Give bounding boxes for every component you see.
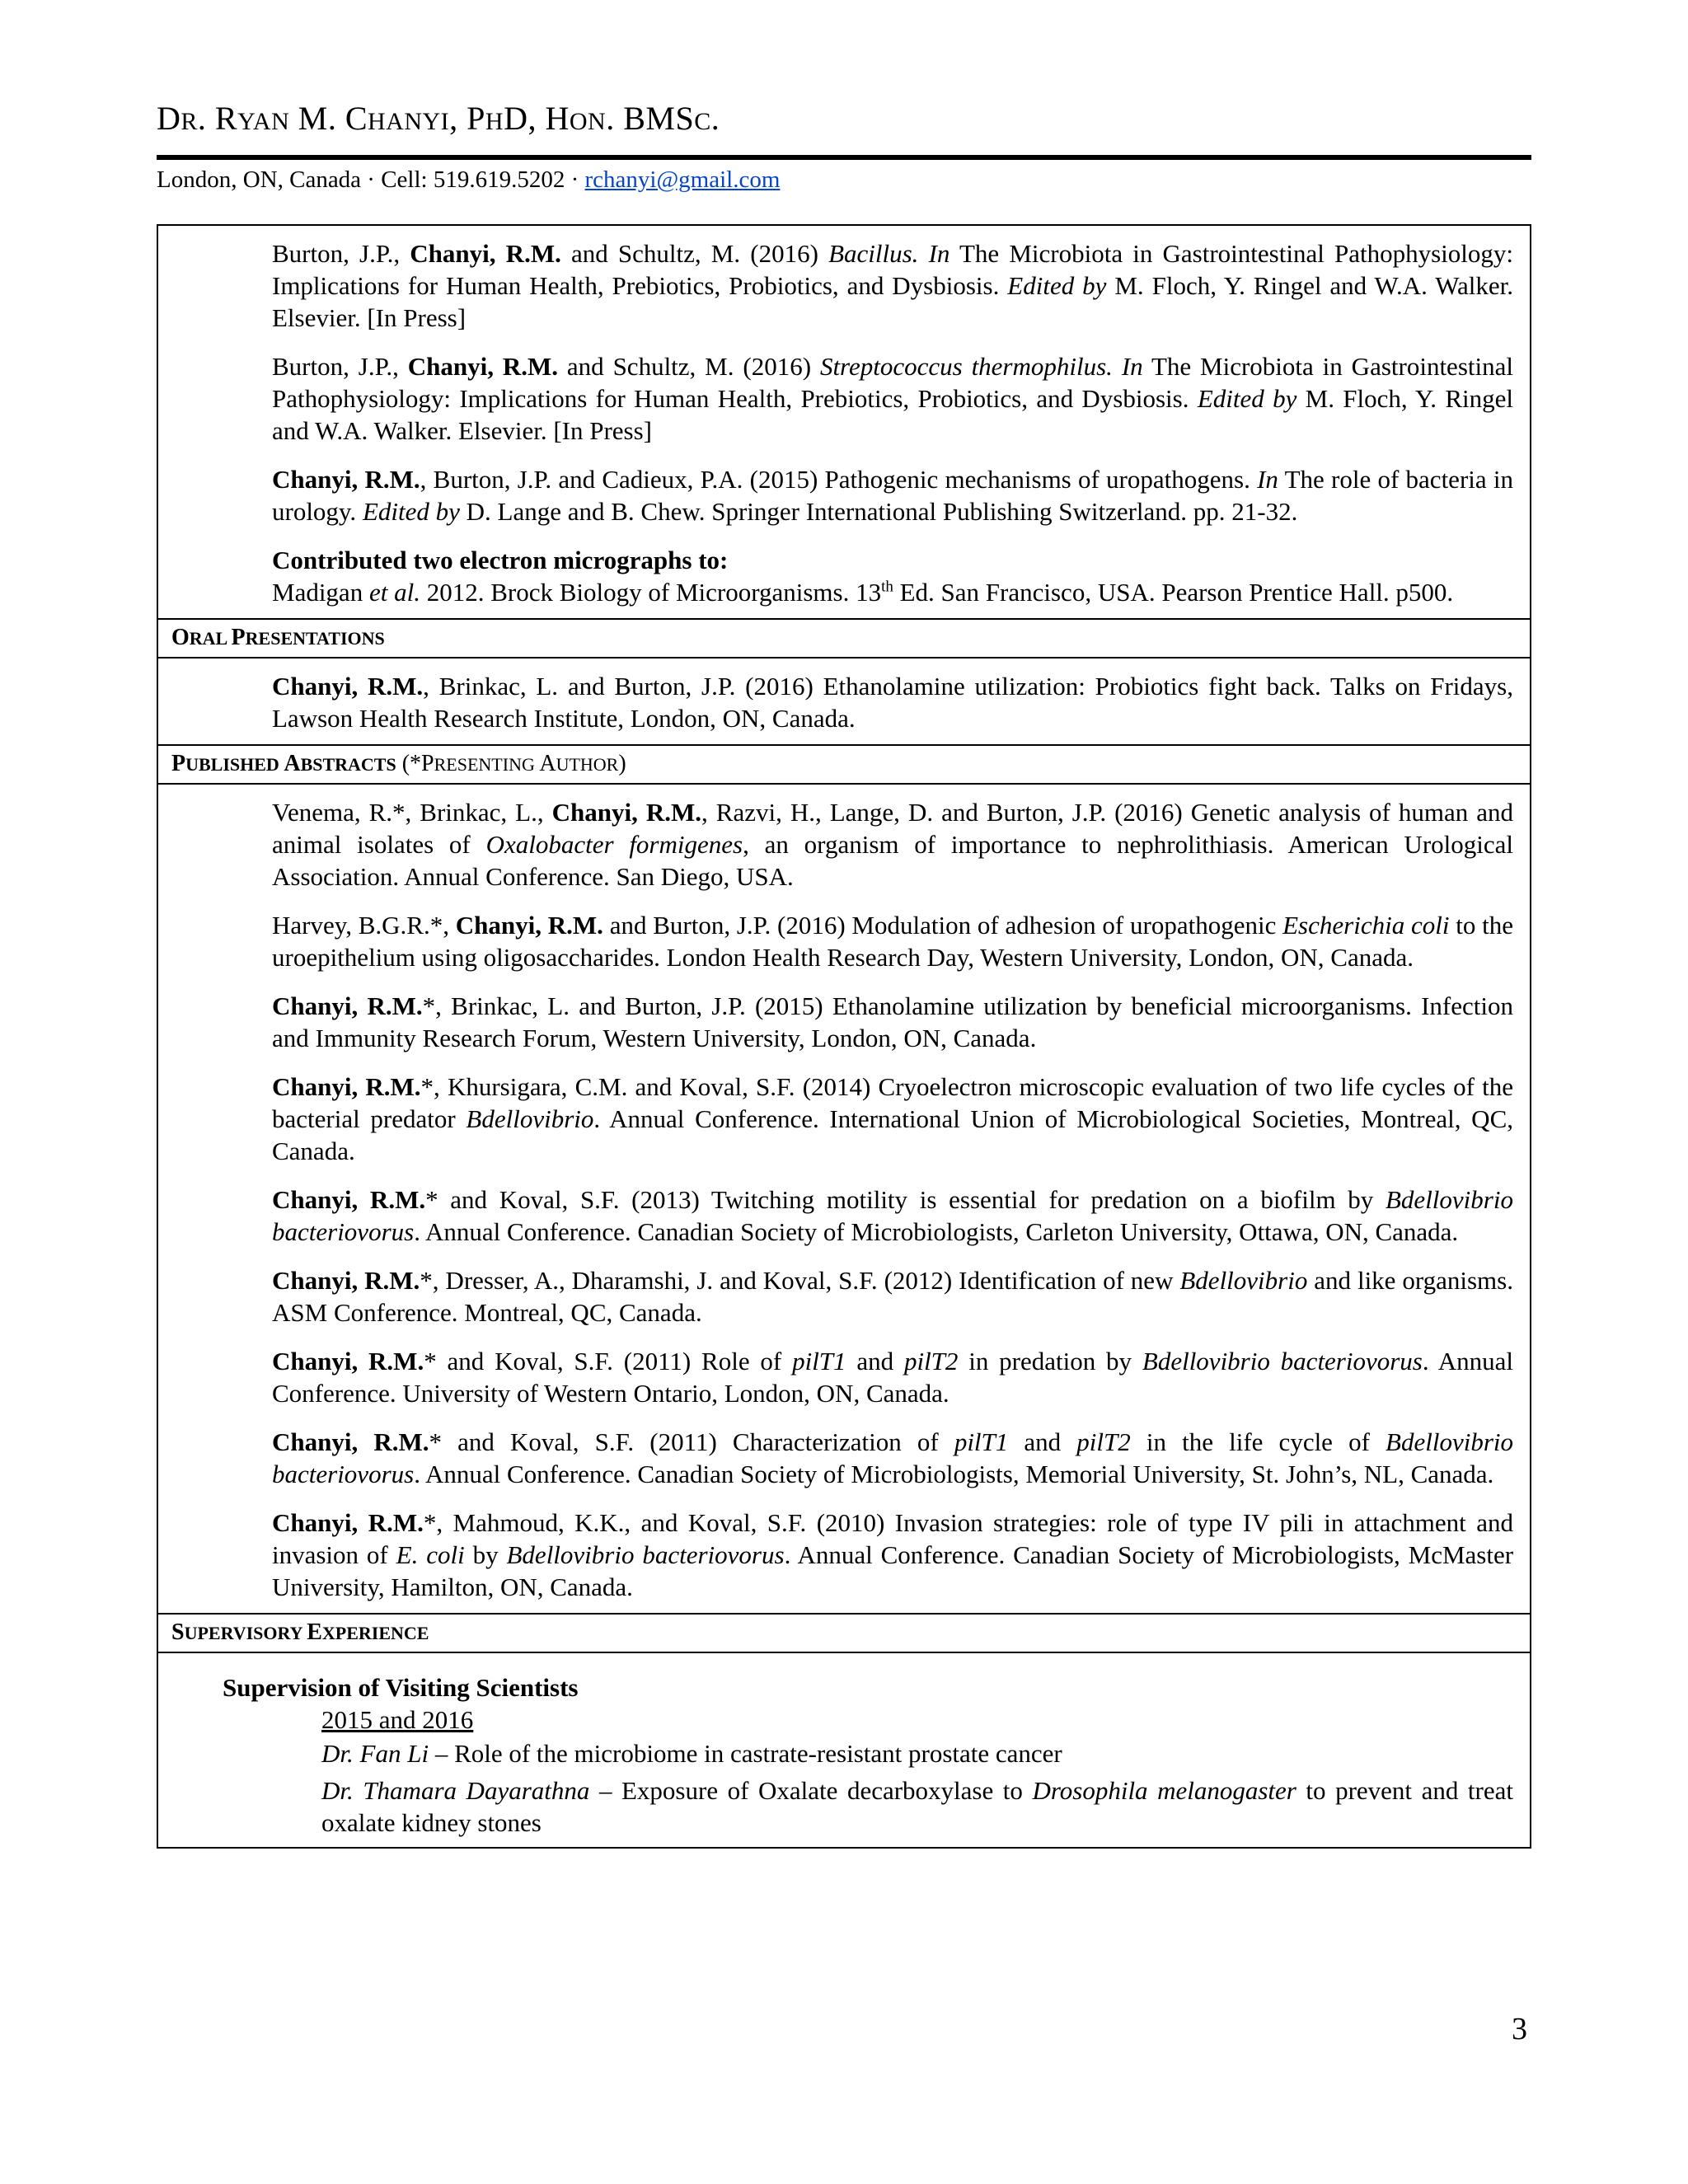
abstract-entry: Chanyi, R.M.*, Brinkac, L. and Burton, J.P. (2015) Ethanolamine utilization by beneficial microorganisms. Infection and Immunity Research Forum, Western University, London, ON, Canada.	[272, 991, 1513, 1052]
abstract-entry: Chanyi, R.M.* and Koval, S.F. (2011) Role of pilT1 and pilT2 in predation by Bdellovibrio bacteriovorus. Annual Conference. University of Western Ontario, London, ON, Canada.	[272, 1347, 1513, 1408]
header-rule	[157, 155, 1531, 160]
supervision-year: 2015 and 2016	[321, 1705, 474, 1734]
abstract-entry: Harvey, B.G.R.*, Chanyi, R.M. and Burton, J.P. (2016) Modulation of adhesion of uropathogenic Escherichia coli to the uroepithelium using oligosaccharides. London Health Research Day, Western University, London, ON, Canada.	[272, 911, 1513, 972]
contributed-citation: Madigan et al. 2012. Brock Biology of Microorganisms. 13th Ed. San Francisco, USA. Pearson Prentice Hall. p500.	[272, 578, 1454, 607]
publication-entry: Chanyi, R.M., Burton, J.P. and Cadieux, P.A. (2015) Pathogenic mechanisms of uropathogens. In The role of bacteria in urology. Edited by D. Lange and B. Chew. Springer International Publishing Switzerland. pp. 21-32.	[272, 465, 1513, 526]
abstracts-list	[158, 785, 1530, 1613]
section-heading-published-abstracts: PUBLISHED ABSTRACTS (*PRESENTING AUTHOR)	[158, 744, 1530, 783]
abstract-entry: Chanyi, R.M.* and Koval, S.F. (2011) Characterization of pilT1 and pilT2 in the life cycle of Bdellovibrio bacteriovorus. Annual Conference. Canadian Society of Microbiologists, Memorial University, St. John’s, NL, Canada.	[272, 1427, 1514, 1488]
supervision-item: Dr. Thamara Dayarathna – Exposure of Oxalate decarboxylase to Drosophila melanogaster to prevent and treat oxalate kidney stones	[321, 1776, 1513, 1837]
contact-line	[157, 166, 780, 194]
publication-entry: Burton, J.P., Chanyi, R.M. and Schultz, M. (2016) Bacillus. In The Microbiota in Gastrointestinal Pathophysiology: Implications for Human Health, Prebiotics, Probiotics, and Dysbiosis. Edited by M. Floch, Y. Ringel and W.A. Walker. Elsevier. [In Press]	[272, 239, 1514, 332]
contributed-heading: Contributed two electron micrographs to:	[272, 546, 729, 574]
contact-details: London, ON, Canada · Cell: 519.619.5202 ·	[157, 166, 585, 193]
supervisory-experience-cell	[158, 1652, 1530, 1847]
contributed-entry	[272, 544, 1513, 608]
abstract-entry: Chanyi, R.M.* and Koval, S.F. (2013) Twitching motility is essential for predation on a biofilm by Bdellovibrio bacteriovorus. Annual Conference. Canadian Society of Microbiologists, Carleton University, Ottawa, ON, Canada.	[272, 1185, 1513, 1246]
abstract-entry: Venema, R.*, Brinkac, L., Chanyi, R.M., Razvi, H., Lange, D. and Burton, J.P. (2016) Genetic analysis of human and animal isolates of Oxalobacter formigenes, an organism of importance to nephrolithiasis. American Urological Association. Annual Conference. San Diego, USA.	[272, 798, 1513, 891]
presentation-entry: Chanyi, R.M., Brinkac, L. and Burton, J.P. (2016) Ethanolamine utilization: Probiotics fight back. Talks on Fridays, Lawson Health Research Institute, London, ON, Canada.	[272, 672, 1513, 733]
supervision-subheading: Supervision of Visiting Scientists	[223, 1673, 579, 1702]
supervision-item: Dr. Fan Li – Role of the microbiome in castrate-resistant prostate cancer	[321, 1739, 1062, 1768]
oral-presentations-cell	[158, 657, 1530, 744]
section-heading-supervisory-experience: SUPERVISORY EXPERIENCE	[158, 1613, 1530, 1652]
abstract-entry: Chanyi, R.M.*, Khursigara, C.M. and Koval, S.F. (2014) Cryoelectron microscopic evaluation of two life cycles of the bacterial predator Bdellovibrio. Annual Conference. International Union of Microbiological Societies, Montreal, QC, Canada.	[272, 1072, 1513, 1165]
email-link[interactable]: rchanyi@gmail.com	[584, 166, 781, 193]
cv-table	[157, 224, 1531, 1849]
section-heading-oral-presentations: ORAL PRESENTATIONS	[158, 618, 1530, 657]
abstract-entry: Chanyi, R.M.*, Mahmoud, K.K., and Koval, S.F. (2010) Invasion strategies: role of type IV pili in attachment and invasion of E. coli by Bdellovibrio bacteriovorus. Annual Conference. Canadian Society of Microbiologists, McMaster University, Hamilton, ON, Canada.	[272, 1508, 1514, 1601]
page-number: 3	[1512, 2012, 1527, 2046]
published-abstracts-cell	[158, 783, 1530, 1613]
abstract-entry: Chanyi, R.M.*, Dresser, A., Dharamshi, J. and Koval, S.F. (2012) Identification of new Bdellovibrio and like organisms. ASM Conference. Montreal, QC, Canada.	[272, 1266, 1513, 1327]
publications-cell	[158, 226, 1530, 618]
publication-entry: Burton, J.P., Chanyi, R.M. and Schultz, M. (2016) Streptococcus thermophilus. In The Microbiota in Gastrointestinal Pathophysiology: Implications for Human Health, Prebiotics, Probiotics, and Dysbiosis. Edited by M. Floch, Y. Ringel and W.A. Walker. Elsevier. [In Press]	[272, 352, 1513, 445]
cv-name: DR. RYAN M. CHANYI, PHD, HON. BMSC.	[157, 100, 720, 137]
